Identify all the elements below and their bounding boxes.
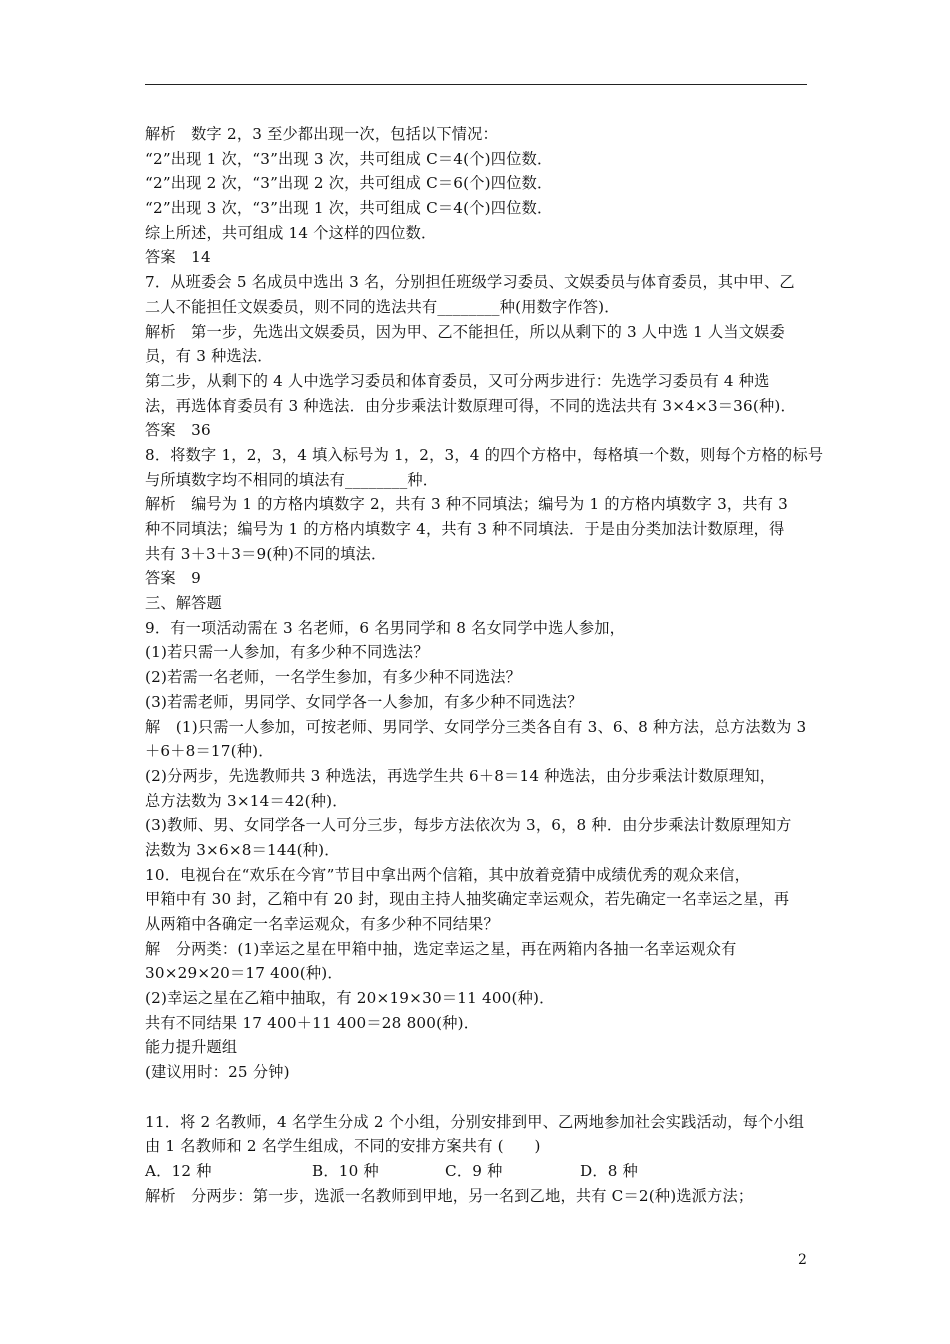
option-b: B．10 种 bbox=[312, 1161, 379, 1180]
text-line: 综上所述，共可组成 14 个这样的四位数． bbox=[145, 223, 437, 242]
section-heading: 能力提升题组 bbox=[145, 1038, 238, 1057]
answer-line: 答案 9 bbox=[145, 569, 202, 588]
text-line: 第二步，从剩下的 4 人中选学习委员和体育委员，又可分两步进行：先选学习委员有 4 种选 bbox=[145, 371, 770, 390]
text-line: (1)若只需一人参加，有多少种不同选法？ bbox=[145, 643, 429, 662]
text-line: 甲箱中有 30 封，乙箱中有 20 封，现由主持人抽奖确定幸运观众，若先确定一名幸运之星，再 bbox=[145, 890, 790, 909]
text-line: 30×29×20＝17 400(种)． bbox=[145, 964, 343, 983]
option-c: C．9 种 bbox=[445, 1161, 503, 1180]
time-note: (建议用时：25 分钟) bbox=[145, 1063, 290, 1082]
text-line: 解 分两类：(1)幸运之星在甲箱中抽，选定幸运之星，再在两箱内各抽一名幸运观众有 bbox=[145, 939, 737, 958]
question-7-cont: 二人不能担任文娱委员，则不同的选法共有________种(用数字作答)． bbox=[145, 297, 620, 316]
text-line: ＋6＋8＝17(种)． bbox=[145, 742, 274, 761]
text-line: 法，再选体育委员有 3 种选法．由分步乘法计数原理可得，不同的选法共有 3×4×3＝36(种)． bbox=[145, 396, 796, 415]
text-line: 解 (1)只需一人参加，可按老师、男同学、女同学分三类各自有 3、6、8 种方法，总方法数为 3 bbox=[145, 717, 807, 736]
option-d: D．8 种 bbox=[580, 1161, 639, 1180]
answer-options bbox=[145, 1159, 810, 1184]
text-line: 从两箱中各确定一名幸运观众，有多少种不同结果？ bbox=[145, 915, 499, 933]
blank-gap bbox=[145, 1085, 810, 1110]
answer-line: 答案 14 bbox=[145, 248, 211, 267]
text-line: (3)若需老师，男同学、女同学各一人参加，有多少种不同选法？ bbox=[145, 692, 583, 711]
question-11-cont: 由 1 名教师和 2 名学生组成，不同的安排方案共有 ( ) bbox=[145, 1137, 541, 1156]
text-line: (3)教师、男、女同学各一人可分三步，每步方法依次为 3，6，8 种．由分步乘法计数原理知方 bbox=[145, 816, 792, 835]
analysis-line: 解析 分两步：第一步，选派一名教师到甲地，另一名到乙地，共有 C＝2(种)选派方法； bbox=[145, 1186, 754, 1205]
text-line: 解析 编号为 1 的方格内填数字 2，共有 3 种不同填法；编号为 1 的方格内填数字 3，共有 3 bbox=[145, 495, 788, 514]
text-line: (2)幸运之星在乙箱中抽取，有 20×19×30＝11 400(种)． bbox=[145, 989, 555, 1008]
text-line: “2”出现 1 次，“3”出现 3 次，共可组成 C＝4(个)四位数． bbox=[145, 149, 553, 168]
text-line: 共有不同结果 17 400＋11 400＝28 800(种)． bbox=[145, 1013, 480, 1032]
text-line: 总方法数为 3×14＝42(种)． bbox=[145, 791, 348, 810]
text-line: “2”出现 2 次，“3”出现 2 次，共可组成 C＝6(个)四位数． bbox=[145, 174, 553, 193]
question-8-cont: 与所填数字均不相同的填法有________种． bbox=[145, 470, 439, 489]
question-8: 8．将数字 1，2，3，4 填入标号为 1，2，3，4 的四个方格中，每格填一个数，则每个方格的标号 bbox=[145, 445, 824, 464]
text-line: “2”出现 3 次，“3”出现 1 次，共可组成 C＝4(个)四位数． bbox=[145, 199, 553, 218]
text-line: 员，有 3 种选法． bbox=[145, 347, 273, 366]
text-line: 解析 第一步，先选出文娱委员，因为甲、乙不能担任，所以从剩下的 3 人中选 1 人当文娱委 bbox=[145, 322, 785, 341]
text-line: 种不同填法；编号为 1 的方格内填数字 4，共有 3 种不同填法．于是由分类加法计数原理，得 bbox=[145, 520, 785, 538]
text-line: 共有 3＋3＋3＝9(种)不同的填法． bbox=[145, 544, 387, 563]
option-a: A．12 种 bbox=[145, 1161, 212, 1180]
section-heading: 三、解答题 bbox=[145, 594, 222, 613]
page-number: 2 bbox=[798, 1252, 807, 1268]
text-line: 解析 数字 2，3 至少都出现一次，包括以下情况： bbox=[145, 125, 498, 143]
answer-line: 答案 36 bbox=[145, 421, 211, 440]
question-7: 7．从班委会 5 名成员中选出 3 名，分别担任班级学习委员、文娱委员与体育委员，其中甲、乙 bbox=[145, 273, 795, 292]
document-body bbox=[145, 122, 824, 1208]
question-9: 9．有一项活动需在 3 名老师，6 名男同学和 8 名女同学中选人参加， bbox=[145, 618, 626, 637]
question-10: 10．电视台在“欢乐在今宵”节目中拿出两个信箱，其中放着竞猜中成绩优秀的观众来信， bbox=[145, 865, 750, 884]
text-line: (2)分两步，先选教师共 3 种选法，再选学生共 6＋8＝14 种选法，由分步乘法计数原理知， bbox=[145, 766, 776, 785]
text-line: 法数为 3×6×8＝144(种)． bbox=[145, 840, 340, 859]
question-11: 11．将 2 名教师，4 名学生分成 2 个小组，分别安排到甲、乙两地参加社会实践活动，每个小组 bbox=[145, 1112, 805, 1131]
header-rule bbox=[145, 84, 807, 85]
text-line: (2)若需一名老师，一名学生参加，有多少种不同选法？ bbox=[145, 668, 522, 687]
